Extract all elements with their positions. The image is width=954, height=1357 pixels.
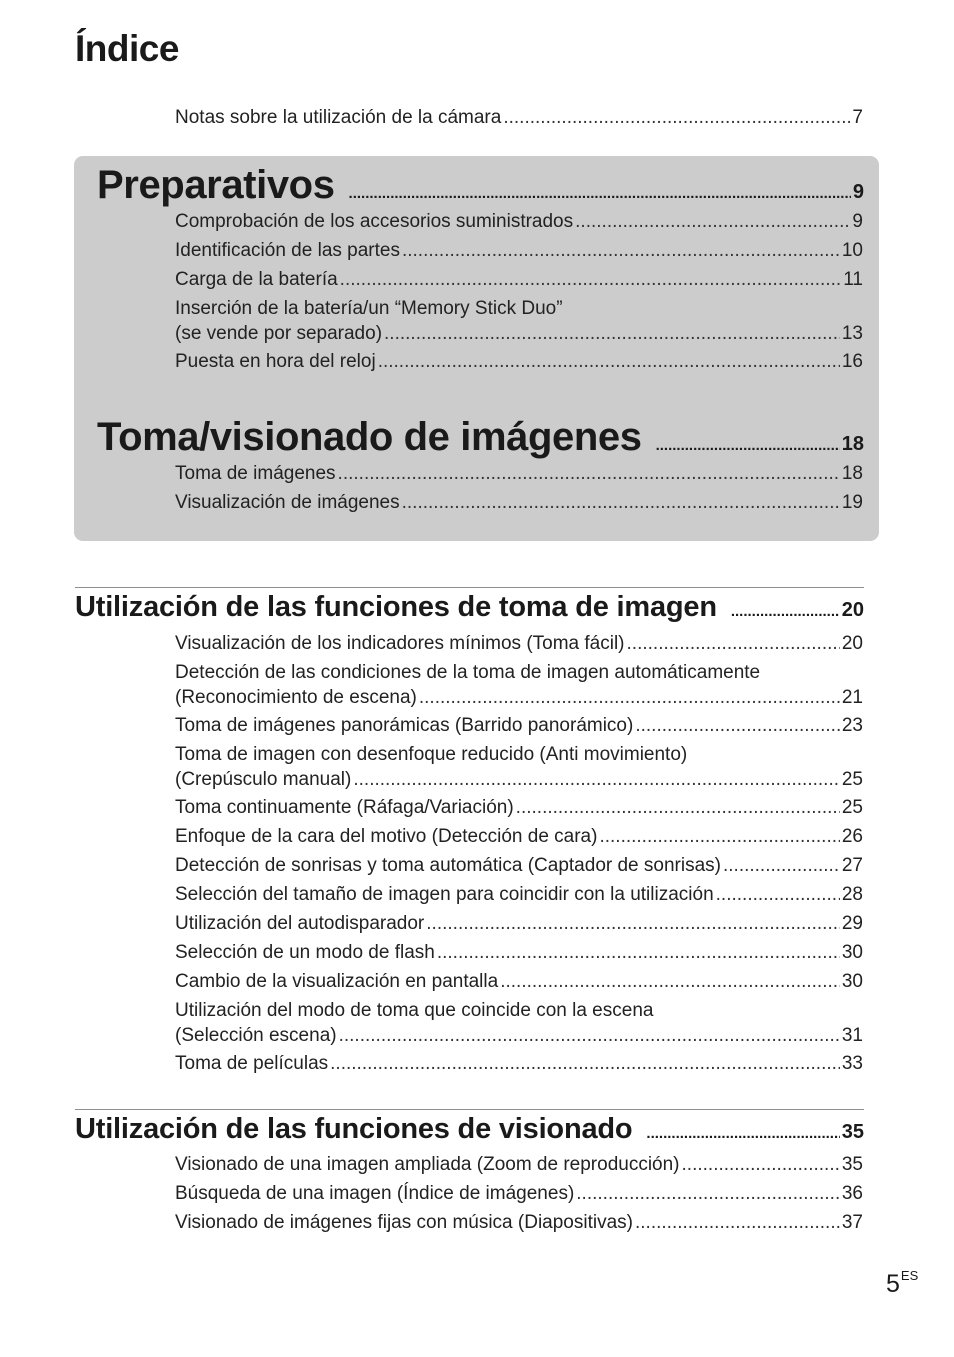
dot-leader [353,767,840,793]
toc-entry-page: 18 [841,463,863,484]
toc-section-funciones-toma [75,587,864,1078]
toc-entry-page: 20 [841,633,863,654]
toc-entry-page: 13 [841,323,863,344]
section-title: Utilización de las funciones de toma de imagen [75,591,717,623]
toc-entry[interactable] [175,629,863,658]
section-heading[interactable] [75,591,864,624]
toc-entry-text: Toma de imágenes [175,463,336,484]
section-page: 35 [841,1121,864,1143]
toc-entry-page: 36 [841,1183,863,1204]
toc-entry-page: 28 [841,884,863,905]
section-page: 20 [841,599,864,621]
section-heading[interactable] [97,415,864,460]
toc-entry[interactable] [175,488,863,517]
toc-entry[interactable] [175,1150,863,1179]
toc-entry-page: 35 [841,1154,863,1175]
toc-entry-text: Selección del tamaño de imagen para coincidir con la utilización [175,884,714,905]
dot-leader [419,685,840,711]
dot-leader [402,488,840,517]
dot-leader [349,185,851,202]
dot-leader [426,909,840,938]
toc-entry-text: Cambio de la visualización en pantalla [175,971,499,992]
toc-entry-text: (Selección escena) [175,1025,337,1046]
section-title: Preparativos [97,163,335,207]
toc-entry[interactable] [175,999,863,1049]
toc-entry-text: Selección de un modo de flash [175,942,435,963]
dot-leader [731,603,840,620]
dot-leader [716,880,840,909]
toc-entry-text: Comprobación de los accesorios suministrados [175,211,574,232]
dot-leader [500,967,840,996]
toc-entry[interactable] [175,967,863,996]
toc-entry-text: (Reconocimiento de escena) [175,687,417,708]
toc-entry[interactable] [175,851,863,880]
toc-entry-text: (Crepúsculo manual) [175,769,352,790]
toc-entry-text: (se vende por separado) [175,323,383,344]
section-page: 18 [841,433,864,455]
section-title: Toma/visionado de imágenes [97,415,642,459]
dot-leader [516,793,840,822]
toc-entry[interactable] [175,822,863,851]
toc-entry-page: 19 [841,492,863,513]
dot-leader [339,1023,840,1049]
toc-entry[interactable] [175,236,863,265]
page-title: Índice [75,28,179,69]
dot-leader [338,459,840,488]
toc-entry-text: Visualización de los indicadores mínimos (Toma fácil) [175,633,625,654]
toc-entry[interactable] [175,909,863,938]
toc-entry-text: Identificación de las partes [175,240,400,261]
toc-entry-text-line1: Utilización del modo de toma que coincide con la escena [175,1000,654,1021]
toc-entry-text: Carga de la batería [175,269,338,290]
dot-leader [402,236,840,265]
page-number-value: 5 [886,1270,900,1298]
toc-entry[interactable] [175,207,863,236]
toc-entry-page: 29 [841,913,863,934]
section-title: Utilización de las funciones de visionado [75,1113,633,1145]
toc-entry-page: 25 [841,769,863,790]
dot-leader [378,347,840,376]
toc-entry[interactable] [175,711,863,740]
dot-leader [599,822,839,851]
toc-entry-text: Toma de películas [175,1053,329,1074]
toc-entry-text-line1: Toma de imagen con desenfoque reducido (Anti movimiento) [175,744,688,765]
dot-leader [682,1150,840,1179]
dot-leader [437,938,840,967]
toc-entry-page: 31 [841,1025,863,1046]
toc-entry-text: Toma de imágenes panorámicas (Barrido panorámico) [175,715,634,736]
dot-leader [635,711,840,740]
toc-entry-page: 23 [841,715,863,736]
toc-entry[interactable] [175,743,863,793]
toc-entry-text-line1: Detección de las condiciones de la toma de imagen automáticamente [175,662,761,683]
dot-leader [656,437,840,454]
toc-entry-text: Detección de sonrisas y toma automática (Captador de sonrisas) [175,855,721,876]
toc-entry-text: Visionado de imágenes fijas con música (Diapositivas) [175,1212,633,1233]
section-heading[interactable] [97,163,864,208]
toc-entry-text: Enfoque de la cara del motivo (Detección de cara) [175,826,598,847]
toc-entry-page: 9 [852,211,863,232]
toc-section-funciones-visionado [75,1109,864,1237]
toc-entry[interactable] [175,459,863,488]
toc-entry-page: 37 [841,1212,863,1233]
toc-entry-text: Utilización del autodisparador [175,913,425,934]
toc-entry-text: Visionado de una imagen ampliada (Zoom de reproducción) [175,1154,680,1175]
dot-leader [646,1125,839,1142]
toc-entry[interactable] [175,1208,863,1237]
toc-entry[interactable] [175,793,863,822]
toc-entry-page: 7 [852,107,863,128]
toc-entry-text-line1: Inserción de la batería/un “Memory Stick Duo” [175,298,563,319]
dot-leader [575,207,850,236]
toc-entry[interactable] [175,1049,863,1078]
section-heading[interactable] [75,1113,864,1146]
toc-entry-text: Búsqueda de una imagen (Índice de imágenes) [175,1183,575,1204]
dot-leader [723,851,840,880]
toc-entry-intro[interactable] [175,103,863,132]
toc-section-toma-visionado [75,415,864,517]
section-page: 9 [852,181,864,203]
toc-entry[interactable] [175,880,863,909]
dot-leader [340,265,842,294]
toc-section-preparativos [75,163,864,376]
toc-entry-page: 26 [841,826,863,847]
toc-entry[interactable] [175,297,863,347]
toc-entry-page: 16 [841,351,863,372]
dot-leader [384,321,840,347]
toc-entry-page: 25 [841,797,863,818]
dot-leader [635,1208,840,1237]
toc-entry[interactable] [175,661,863,711]
toc-entry[interactable] [175,265,863,294]
toc-entry-page: 30 [841,942,863,963]
dot-leader [503,103,850,132]
toc-entry-page: 11 [843,269,863,290]
toc-entry-text: Notas sobre la utilización de la cámara [175,107,502,128]
toc-entry-text: Toma continuamente (Ráfaga/Variación) [175,797,514,818]
dot-leader [576,1179,840,1208]
toc-entry-page: 10 [841,240,863,261]
toc-entry-page: 27 [841,855,863,876]
page-number [886,1268,918,1299]
toc-entry[interactable] [175,1179,863,1208]
dot-leader [627,629,840,658]
toc-entry-page: 21 [841,687,863,708]
toc-entry-page: 30 [841,971,863,992]
toc-entry-page: 33 [841,1053,863,1074]
toc-entry[interactable] [175,938,863,967]
toc-entry-text: Visualización de imágenes [175,492,400,513]
toc-entry[interactable] [175,347,863,376]
language-code: ES [900,1268,919,1283]
dot-leader [330,1049,840,1078]
toc-entry-text: Puesta en hora del reloj [175,351,376,372]
